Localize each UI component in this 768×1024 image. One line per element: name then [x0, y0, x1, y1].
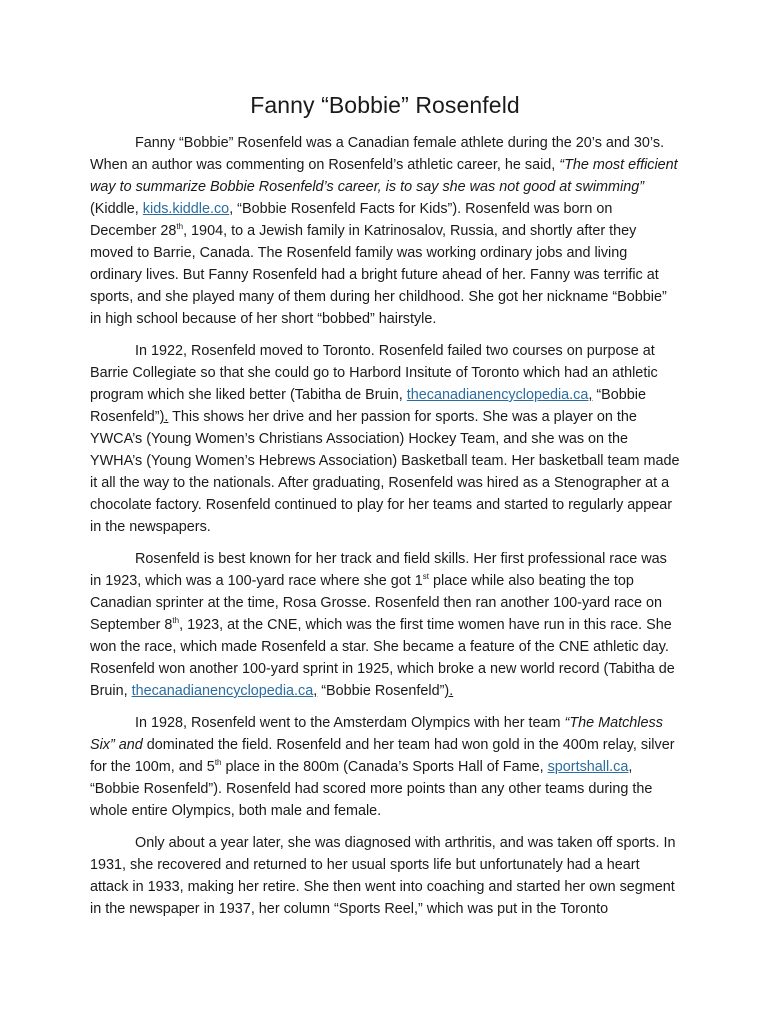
p2-text-b: “Bobbie Rosenfeld” — [90, 387, 646, 425]
sportshall-link[interactable]: sportshall.ca — [547, 759, 629, 775]
p4-text-b: dominated the field. Rosenfeld and her team had won gold in the 400m relay, silver for the 100m, and 5 — [90, 737, 675, 775]
paragraph-3 — [90, 548, 680, 702]
paragraph-5 — [90, 832, 680, 920]
p4-team-name: “The Matchless Six” and — [90, 715, 663, 753]
kiddle-link[interactable]: kids.kiddle.co — [142, 201, 230, 217]
encyclopedia-link-2[interactable]: thecanadianencyclopedia.ca — [131, 683, 314, 699]
p3-text-d: “Bobbie Rosenfeld” — [317, 683, 445, 699]
p3-superscript-2: th — [172, 616, 180, 626]
p1-text-c: , “Bobbie Rosenfeld Facts for Kids”). Rosenfeld was born on December 28 — [90, 201, 613, 239]
p3-comma: , — [313, 683, 318, 699]
paragraph-4 — [90, 712, 680, 822]
p4-text-d: , “Bobbie Rosenfeld”). Rosenfeld had scored more points than any other teams during the whole entire Olympics, both male and female. — [90, 759, 653, 819]
p2-comma: , — [588, 387, 593, 403]
p3-close: ). — [444, 683, 454, 699]
document-title: Fanny “Bobbie” Rosenfeld — [250, 92, 520, 118]
encyclopedia-link-1[interactable]: thecanadianencyclopedia.ca — [406, 387, 589, 403]
p1-quote: “The most efficient way to summarize Bobbie Rosenfeld’s career, is to say she was not good at swimming” — [90, 157, 678, 195]
p1-text-d: , 1904, to a Jewish family in Katrinosalov, Russia, and shortly after they moved to Barrie, Canada. The Rosenfeld family was working ordinary jobs and living ordinary lives. But Fanny Rosenfeld had a bright future ahead of her. Fanny was terrific at sports, and she played many of them during her childhood. She got her nickname “Bobbie” in high school because of her short “bobbed” hairstyle. — [90, 223, 667, 327]
p4-text-a: In 1928, Rosenfeld went to the Amsterdam Olympics with her team — [135, 715, 565, 731]
p3-text-c: , 1923, at the CNE, which was the first time women have run in this race. She won the race, which made Rosenfeld a star. She became a feature of the CNE athletic day. Rosenfeld won another 100-yard sprint in 1925, which broke a new world record (Tabitha de Bruin, — [90, 617, 675, 699]
p1-superscript: th — [176, 222, 184, 232]
p4-text-c: place in the 800m (Canada’s Sports Hall of Fame, — [221, 759, 548, 775]
p3-text-b: place while also beating the top Canadian sprinter at the time, Rosa Grosse. Rosenfeld then ran another 100-yard race on September 8 — [90, 573, 662, 633]
p3-superscript-1: st — [422, 572, 430, 582]
p1-text-b: (Kiddle, — [90, 201, 143, 217]
paragraph-1 — [90, 132, 680, 330]
p3-text-a: Rosenfeld is best known for her track and field skills. Her first professional race was in 1923, which was a 100-yard race where she got 1 — [90, 551, 667, 589]
p1-text-a: Fanny “Bobbie” Rosenfeld was a Canadian female athlete during the 20’s and 30’s. When an author was commenting on Rosenfeld’s athletic career, he said, — [90, 135, 665, 173]
p4-superscript: th — [214, 758, 222, 768]
p5-text-a: Only about a year later, she was diagnosed with arthritis, and was taken off sports. In 1931, she recovered and returned to her usual sports life but unfortunately had a heart attack in 1933, making her retire. She then went into coaching and started her own segment in the newspaper in 1937, her column “Sports Reel,” which was put in the Toronto — [90, 835, 676, 917]
p2-text-c: This shows her drive and her passion for sports. She was a player on the YWCA’s (Young Women’s Christians Association) Hockey Team, and she was on the YWHA’s (Young Women’s Hebrews Association) Basketball team. Her basketball team made it all the way to the nationals. After graduating, Rosenfeld was hired as a Stenographer at a chocolate factory. Rosenfeld continued to play for her teams and started to regularly appear in the newspapers. — [90, 409, 680, 535]
p2-close: ). — [159, 409, 169, 425]
paragraph-2 — [90, 340, 680, 538]
p2-text-a: In 1922, Rosenfeld moved to Toronto. Rosenfeld failed two courses on purpose at Barrie Collegiate so that she could go to Harbord Insitute of Toronto which had an athletic program which she liked better (Tabitha de Bruin, — [90, 343, 658, 403]
